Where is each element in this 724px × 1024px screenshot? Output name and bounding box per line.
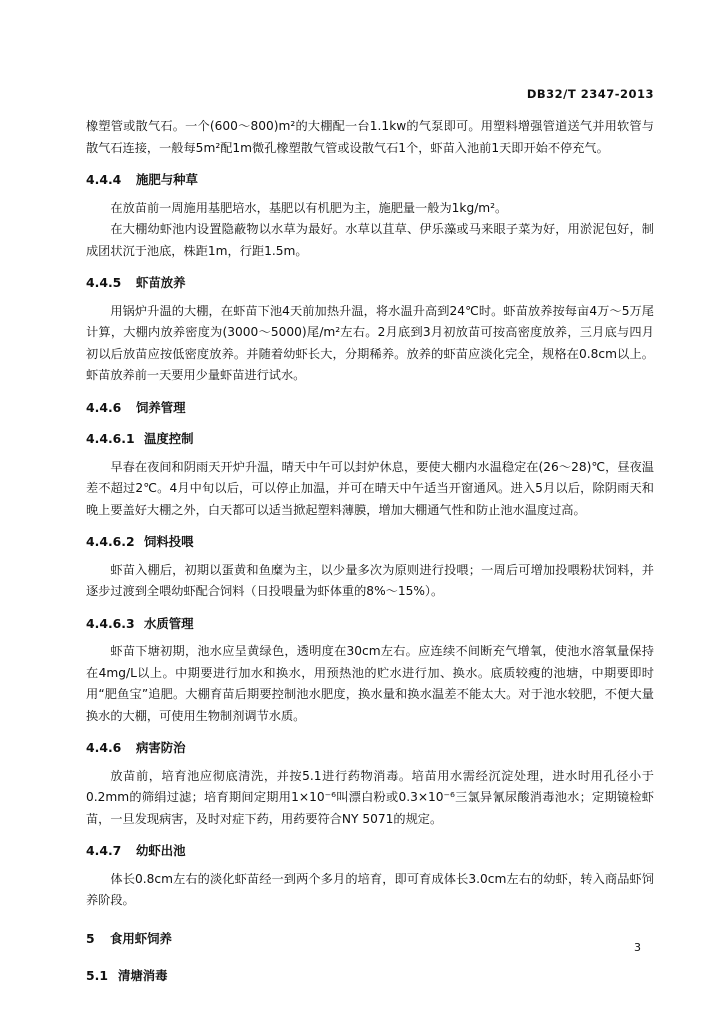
section-heading-disease-control bbox=[86, 737, 654, 759]
section-heading-4-4-4 bbox=[86, 169, 654, 191]
section-number: 4.4.7 bbox=[86, 843, 122, 858]
paragraph-feeding: 虾苗入棚后，初期以蛋黄和鱼糜为主，以少量多次为原则进行投喂；一周后可增加投喂粉状饲料，并逐步过渡到全喂幼虾配合饲料（日投喂量为虾体重的8%～15%）。 bbox=[86, 562, 654, 598]
section-heading-5-1 bbox=[86, 965, 654, 987]
paragraph-water-plants: 在大棚幼虾池内设置隐蔽物以水草为最好。水草以苴草、伊乐藻或马来眼子菜为好，用淤泥包好，制成团状沉于池底，株距1m，行距1.5m。 bbox=[86, 222, 654, 258]
section-heading-4-4-6 bbox=[86, 397, 654, 419]
section-heading-4-4-5 bbox=[86, 272, 654, 294]
section-number: 5.1 bbox=[86, 968, 108, 983]
paragraph-juvenile-release: 体长0.8cm左右的淡化虾苗经一到两个多月的培育，即可育成体长3.0cm左右的幼虾，转入商品虾饲养阶段。 bbox=[86, 871, 654, 907]
section-title: 饲养管理 bbox=[136, 399, 186, 415]
section-number: 4.4.6 bbox=[86, 740, 122, 755]
section-title: 病害防治 bbox=[136, 740, 186, 755]
section-number: 4.4.6.1 bbox=[86, 431, 135, 446]
section-number: 5 bbox=[86, 930, 95, 946]
section-heading-4-4-6-1 bbox=[86, 428, 654, 450]
section-number: 4.4.4 bbox=[86, 172, 122, 187]
section-heading-4-4-6-3 bbox=[86, 613, 654, 635]
section-title: 饲料投喂 bbox=[144, 534, 194, 549]
section-number: 4.4.6.2 bbox=[86, 534, 135, 549]
section-heading-5 bbox=[86, 928, 654, 950]
section-title: 施肥与种草 bbox=[136, 172, 198, 187]
section-number: 4.4.6 bbox=[86, 399, 122, 415]
section-title: 水质管理 bbox=[144, 615, 194, 631]
document-body bbox=[86, 116, 654, 987]
paragraph-disease-control: 放苗前，培育池应彻底清洗，并按5.1进行药物消毒。培苗用水需经沉淀处理，进水时用孔径小于0.2mm的筛绢过滤；培育期间定期用1×10⁻⁶叫漂白粉或0.3×10⁻⁶三氯异氰尿酸消毒池水；定期镜检虾苗，一旦发现病害，及时对症下药，用药要符合NY 5071的规定。 bbox=[86, 768, 654, 826]
section-heading-4-4-7 bbox=[86, 840, 654, 862]
section-heading-4-4-6-2 bbox=[86, 531, 654, 553]
paragraph-water-quality: 虾苗下塘初期，池水应呈黄绿色，透明度在30cm左右。应连续不间断充气增氧，使池水溶氧量保持在4mg/L以上。中期要进行加水和换水，用预热池的贮水进行加、换水。底质较瘦的池塘，中期要即时用“肥鱼宝”追肥。大棚育苗后期要控制池水肥度，换水量和换水温差不能太大。对于池水较肥，不便大量换水的大棚，可使用生物制剂调节水质。 bbox=[86, 644, 654, 723]
paragraph-stocking: 用锅炉升温的大棚，在虾苗下池4天前加热升温，将水温升高到24℃时。虾苗放养按每亩4万～5万尾计算，大棚内放养密度为(3000～5000)尾/m²左右。2月底到3月初放苗可按高密度放养，三月底与四月初以后放苗应按低密度放养。并随着幼虾长大，分期稀养。放养的虾苗应淡化完全，规格在0.8cm以上。虾苗放养前一天要用少量虾苗进行试水。 bbox=[86, 303, 654, 382]
paragraph-temperature: 早春在夜间和阴雨天开炉升温，晴天中午可以封炉休息，要使大棚内水温稳定在(26～28)℃，昼夜温差不超过2℃。4月中旬以后，可以停止加温，并可在晴天中午适当开窗通风。进入5月以后，除阴雨天和晚上要盖好大棚之外，白天都可以适当掀起塑料薄膜，增加大棚通气性和防止池水温度过高。 bbox=[86, 459, 654, 517]
document-code: DB32/T 2347-2013 bbox=[526, 87, 654, 101]
section-title: 温度控制 bbox=[144, 431, 194, 446]
section-title: 清塘消毒 bbox=[118, 968, 168, 983]
page-number: 3 bbox=[634, 941, 641, 954]
section-title: 幼虾出池 bbox=[136, 843, 186, 858]
section-title: 食用虾饲养 bbox=[110, 930, 172, 946]
paragraph-fertilizer: 在放苗前一周施用基肥培水，基肥以有机肥为主，施肥量一般为1kg/m²。 bbox=[110, 200, 508, 215]
section-number: 4.4.5 bbox=[86, 275, 122, 290]
paragraph-aeration: 橡塑管或散气石。一个(600～800)m²的大棚配一台1.1kw的气泵即可。用塑料增强管道送气并用软管与散气石连接，一般每5m²配1m微孔橡塑散气管或设散气石1个，虾苗入池前1天即开始不停充气。 bbox=[86, 119, 654, 155]
section-title: 虾苗放养 bbox=[136, 275, 186, 290]
section-number: 4.4.6.3 bbox=[86, 615, 135, 631]
